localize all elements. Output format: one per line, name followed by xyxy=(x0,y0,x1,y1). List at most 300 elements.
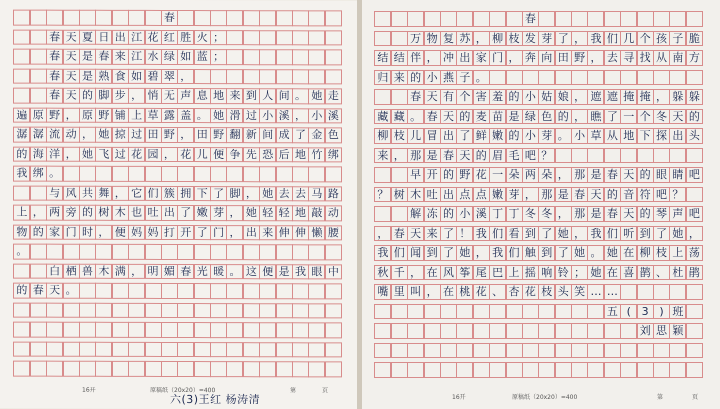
right-grid-cell xyxy=(620,343,637,359)
left-grid-cell: 妈 xyxy=(145,224,162,240)
right-grid-cell: 的 xyxy=(686,109,703,125)
left-grid-cell xyxy=(259,10,276,26)
left-grid-cell xyxy=(243,166,260,182)
left-grid-cell: 脚 xyxy=(95,88,112,104)
left-grid-cell: 她 xyxy=(259,186,276,202)
right-grid-cell xyxy=(604,343,621,359)
right-grid-cell: 听 xyxy=(620,226,637,242)
left-grid-cell: 春 xyxy=(177,263,194,279)
left-grid-cell xyxy=(259,49,276,65)
right-grid-cell: 巴 xyxy=(489,265,506,281)
right-grid-cell: 我 xyxy=(489,245,506,261)
right-grid-cell: 冬 xyxy=(653,109,670,125)
left-grid-cell: 来 xyxy=(226,88,243,104)
left-grid-cell: 海 xyxy=(30,146,47,162)
right-grid-cell: 音 xyxy=(620,187,637,203)
left-grid-cell xyxy=(308,166,325,182)
left-grid-cell: 潺 xyxy=(13,127,30,143)
right-grid-cell xyxy=(669,343,686,359)
left-grid-cell: 。 xyxy=(13,244,30,260)
left-grid-cell xyxy=(63,361,80,377)
right-grid-cell: 柳 xyxy=(489,31,506,47)
right-grid-cell xyxy=(374,167,391,183)
left-grid-cell xyxy=(112,322,129,338)
left-grid-cell: 花 xyxy=(128,146,145,162)
right-grid-cell: 那 xyxy=(571,167,588,183)
right-grid-cell xyxy=(391,343,408,359)
left-grid-cell: 来 xyxy=(259,225,276,241)
left-grid-cell: 后 xyxy=(276,147,293,163)
left-grid-cell: ； xyxy=(210,30,227,46)
left-grid-cell xyxy=(79,361,96,377)
left-grid-cell: 明 xyxy=(145,263,162,279)
left-grid-cell xyxy=(63,166,80,182)
left-grid-cell xyxy=(259,322,276,338)
left-grid-cell: ， xyxy=(226,225,243,241)
left-grid-cell xyxy=(128,341,145,357)
left-grid-cell: 间 xyxy=(276,88,293,104)
left-grid-cell xyxy=(308,361,325,377)
right-grid-cell: 、 xyxy=(653,265,670,281)
right-grid-cell xyxy=(555,343,572,359)
right-grid-cell xyxy=(620,323,637,339)
right-grid-cell: 在 xyxy=(440,284,457,300)
left-grid-cell: 。 xyxy=(194,108,211,124)
right-grid-cell xyxy=(653,11,670,27)
right-grid-cell xyxy=(637,70,654,86)
right-grid-cell xyxy=(604,323,621,339)
left-grid-cell: 上 xyxy=(13,205,30,221)
right-grid-cell: 小 xyxy=(456,206,473,222)
left-grid-cell: 满 xyxy=(112,263,129,279)
left-grid-cell xyxy=(145,302,162,318)
right-grid-cell: 物 xyxy=(424,31,441,47)
right-grid-cell: 发 xyxy=(522,31,539,47)
left-grid-cell xyxy=(292,69,309,85)
right-grid-cell xyxy=(686,362,703,378)
left-grid-cell xyxy=(13,302,30,318)
right-grid-cell: 娘 xyxy=(555,89,572,105)
left-grid-cell: 它 xyxy=(128,185,145,201)
right-grid-cell: ， xyxy=(424,284,441,300)
right-grid-cell xyxy=(522,323,539,339)
left-grid-cell: 光 xyxy=(194,264,211,280)
left-grid-cell xyxy=(30,263,47,279)
left-grid-cell xyxy=(95,244,112,260)
right-grid-cell: 奔 xyxy=(522,50,539,66)
left-grid-cell xyxy=(46,244,63,260)
left-grid-cell: ， xyxy=(128,263,145,279)
left-grid-cell: 上 xyxy=(128,107,145,123)
left-grid-cell xyxy=(128,302,145,318)
right-grid-cell: 枝 xyxy=(653,245,670,261)
left-grid-cell: 野 xyxy=(210,127,227,143)
left-grid-cell: 草 xyxy=(145,107,162,123)
left-grid-cell xyxy=(13,88,30,104)
right-grid-cell xyxy=(686,11,703,27)
left-grid-cell xyxy=(276,361,293,377)
left-grid-cell xyxy=(79,166,96,182)
right-grid-cell: 结 xyxy=(374,50,391,66)
right-grid-cell: 花 xyxy=(522,284,539,300)
right-grid-cell xyxy=(374,11,391,27)
right-grid-cell: 嘴 xyxy=(374,284,391,300)
right-grid-cell xyxy=(522,70,539,86)
left-grid-cell xyxy=(276,244,293,260)
right-grid-cell: ， xyxy=(571,31,588,47)
left-grid-cell xyxy=(194,244,211,260)
left-grid-cell: 出 xyxy=(243,225,260,241)
left-grid-cell xyxy=(177,322,194,338)
left-grid-cell xyxy=(13,29,30,45)
right-grid-cell: 上 xyxy=(506,265,523,281)
left-grid-cell xyxy=(325,69,342,85)
right-grid-cell: 琴 xyxy=(653,206,670,222)
right-grid-cell: 的 xyxy=(637,206,654,222)
left-grid-cell xyxy=(325,10,342,26)
left-grid-cell xyxy=(292,30,309,46)
right-grid-cell: 里 xyxy=(391,284,408,300)
left-grid-cell xyxy=(259,166,276,182)
left-grid-cell xyxy=(259,244,276,260)
left-grid-cell xyxy=(276,10,293,26)
left-grid-cell xyxy=(30,244,47,260)
right-grid-cell xyxy=(407,323,424,339)
right-grid-cell: 门 xyxy=(489,50,506,66)
right-grid-cell xyxy=(522,304,539,320)
left-grid-cell xyxy=(161,244,178,260)
left-grid-cell xyxy=(128,244,145,260)
left-grid-cell xyxy=(226,166,243,182)
right-grid-cell: 出 xyxy=(440,187,457,203)
left-grid-cell xyxy=(276,30,293,46)
left-grid-cell: 红 xyxy=(161,29,178,45)
right-grid-cell: 声 xyxy=(669,206,686,222)
right-grid-cell xyxy=(538,343,555,359)
right-grid-cell xyxy=(407,304,424,320)
right-grid-cell: 是 xyxy=(587,167,604,183)
right-grid-cell xyxy=(620,11,637,27)
right-grid-cell xyxy=(555,148,572,164)
left-grid-cell: 金 xyxy=(308,127,325,143)
right-grid-cell xyxy=(473,11,490,27)
right-grid-cell: 班 xyxy=(669,304,686,320)
right-grid-cell: 毛 xyxy=(506,148,523,164)
left-grid-cell: 媚 xyxy=(161,263,178,279)
right-grid-cell: ； xyxy=(571,265,588,281)
left-grid-cell: 。 xyxy=(46,166,63,182)
left-grid-cell: 熟 xyxy=(95,68,112,84)
left-grid-cell xyxy=(325,361,342,377)
left-grid-cell xyxy=(194,322,211,338)
right-grid-cell: ！ xyxy=(456,226,473,242)
left-grid-cell: 马 xyxy=(308,186,325,202)
right-grid-cell: 我 xyxy=(587,226,604,242)
left-grid-cell: 打 xyxy=(161,224,178,240)
right-grid-cell xyxy=(374,206,391,222)
right-grid-cell: 响 xyxy=(538,265,555,281)
left-grid-cell xyxy=(226,342,243,358)
left-grid-cell xyxy=(30,322,47,338)
right-grid-cell xyxy=(620,148,637,164)
left-grid-cell: 间 xyxy=(259,127,276,143)
left-grid-cell xyxy=(210,283,227,299)
left-grid-cell: 地 xyxy=(292,147,309,163)
right-grid-cell xyxy=(391,167,408,183)
left-grid-cell: 天 xyxy=(63,49,80,65)
right-grid-cell xyxy=(571,362,588,378)
left-grid-cell xyxy=(308,244,325,260)
left-grid-cell: 碧 xyxy=(145,68,162,84)
right-grid-cell: 两 xyxy=(522,167,539,183)
left-grid-cell xyxy=(145,341,162,357)
left-grid-cell xyxy=(308,303,325,319)
right-grid-cell xyxy=(669,148,686,164)
right-grid-cell: 的 xyxy=(440,206,457,222)
left-grid-cell: 小 xyxy=(259,108,276,124)
left-grid-cell: 是 xyxy=(79,49,96,65)
left-grid-cell xyxy=(226,361,243,377)
left-grid-cell: 春 xyxy=(46,68,63,84)
left-grid-cell xyxy=(276,166,293,182)
left-grid-cell xyxy=(276,342,293,358)
left-grid-cell: 人 xyxy=(259,88,276,104)
left-grid-cell: 天 xyxy=(46,283,63,299)
right-grid-cell: 探 xyxy=(653,128,670,144)
right-grid-cell: 的 xyxy=(604,187,621,203)
right-grid-cell: 风 xyxy=(440,265,457,281)
right-manuscript-page xyxy=(362,0,720,409)
left-grid-cell xyxy=(325,244,342,260)
right-grid-cell: 藏 xyxy=(391,109,408,125)
left-grid-cell xyxy=(226,10,243,26)
right-grid-cell: ， xyxy=(391,148,408,164)
right-grid-cell xyxy=(620,70,637,86)
right-grid-cell xyxy=(653,70,670,86)
left-grid-cell: 的 xyxy=(79,88,96,104)
right-grid-cell: 天 xyxy=(669,109,686,125)
right-grid-cell: 色 xyxy=(538,109,555,125)
left-grid-cell: 蓝 xyxy=(194,49,211,65)
right-grid-cell: 向 xyxy=(538,50,555,66)
left-grid-cell: 新 xyxy=(243,127,260,143)
left-grid-cell xyxy=(226,244,243,260)
right-grid-cell: 五 xyxy=(604,304,621,320)
left-grid-cell xyxy=(46,10,63,26)
left-grid-cell: 去 xyxy=(292,186,309,202)
left-grid-cell: ， xyxy=(226,205,243,221)
left-grid-cell: 走 xyxy=(325,88,342,104)
left-grid-cell xyxy=(194,303,211,319)
right-grid-cell: 嫩 xyxy=(489,187,506,203)
right-grid-cell: 的 xyxy=(506,89,523,105)
right-grid-cell: 喜 xyxy=(620,265,637,281)
left-grid-cell: 水 xyxy=(145,49,162,65)
left-grid-cell xyxy=(226,322,243,338)
right-grid-cell xyxy=(587,11,604,27)
right-grid-cell: 羞 xyxy=(489,89,506,105)
right-grid-cell: 芽 xyxy=(538,128,555,144)
right-grid-cell: 。 xyxy=(407,109,424,125)
right-grid-cell: 树 xyxy=(391,187,408,203)
right-grid-cell: 的 xyxy=(637,167,654,183)
left-grid-cell: 芽 xyxy=(210,205,227,221)
left-grid-cell: 是 xyxy=(79,68,96,84)
left-grid-cell: 风 xyxy=(63,185,80,201)
right-grid-cell: ， xyxy=(522,187,539,203)
right-grid-cell: 我 xyxy=(473,226,490,242)
right-grid-cell: 睛 xyxy=(669,167,686,183)
right-grid-cell: 杏 xyxy=(506,284,523,300)
right-grid-cell: 我 xyxy=(374,245,391,261)
right-grid-cell: 。 xyxy=(555,128,572,144)
left-grid-cell: 家 xyxy=(46,224,63,240)
right-grid-cell: 方 xyxy=(686,50,703,66)
left-grid-cell: 天 xyxy=(63,68,80,84)
right-grid-cell: 们 xyxy=(506,245,523,261)
left-grid-cell xyxy=(276,283,293,299)
left-grid-cell xyxy=(95,341,112,357)
left-grid-cell: 门 xyxy=(210,225,227,241)
right-grid-cell: 来 xyxy=(374,148,391,164)
left-grid-cell: 嫩 xyxy=(194,205,211,221)
left-grid-cell xyxy=(194,361,211,377)
right-grid-cell xyxy=(686,343,703,359)
right-grid-cell xyxy=(587,362,604,378)
left-grid-cell xyxy=(325,342,342,358)
left-grid-cell xyxy=(177,302,194,318)
left-grid-cell: 胜 xyxy=(177,29,194,45)
left-grid-cell xyxy=(112,10,129,26)
right-grid-cell: 吐 xyxy=(424,187,441,203)
left-grid-cell: 她 xyxy=(210,108,227,124)
right-grid-cell: ， xyxy=(555,167,572,183)
left-grid-cell xyxy=(128,166,145,182)
right-grid-cell: 早 xyxy=(407,167,424,183)
left-grid-cell xyxy=(276,303,293,319)
left-grid-cell: 便 xyxy=(259,264,276,280)
left-grid-cell: 原 xyxy=(79,107,96,123)
left-grid-cell xyxy=(112,361,129,377)
left-grid-cell xyxy=(194,69,211,85)
left-grid-cell xyxy=(30,68,47,84)
right-grid-cell xyxy=(522,362,539,378)
left-grid-cell xyxy=(79,283,96,299)
right-grid-cell xyxy=(587,323,604,339)
left-grid-cell: 与 xyxy=(46,185,63,201)
left-grid-cell xyxy=(243,322,260,338)
left-grid-cell xyxy=(210,361,227,377)
left-grid-cell xyxy=(226,69,243,85)
right-grid-cell: 、 xyxy=(489,284,506,300)
left-grid-cell: 如 xyxy=(177,49,194,65)
right-grid-cell xyxy=(407,11,424,27)
right-grid-cell: ， xyxy=(571,226,588,242)
right-grid-cell: 花 xyxy=(473,284,490,300)
left-grid-cell: 过 xyxy=(243,108,260,124)
left-grid-cell: ， xyxy=(95,224,112,240)
left-grid-cell xyxy=(145,361,162,377)
right-grid-cell: 归 xyxy=(374,70,391,86)
right-grid-cell: 苗 xyxy=(489,109,506,125)
right-grid-cell: 木 xyxy=(407,187,424,203)
right-grid-cell: 田 xyxy=(555,50,572,66)
left-grid-cell: 们 xyxy=(145,185,162,201)
left-grid-cell: 动 xyxy=(63,127,80,143)
right-grid-cell xyxy=(506,70,523,86)
right-grid-cell: 个 xyxy=(637,109,654,125)
left-grid-cell: 竹 xyxy=(308,147,325,163)
left-grid-cell xyxy=(210,303,227,319)
right-grid-cell xyxy=(538,304,555,320)
left-grid-cell xyxy=(226,49,243,65)
left-footer-size: 16开 xyxy=(82,386,96,394)
left-grid-cell: 路 xyxy=(325,186,342,202)
left-grid-cell: 去 xyxy=(276,186,293,202)
right-grid-cell: 家 xyxy=(473,50,490,66)
right-grid-cell: ？ xyxy=(374,187,391,203)
right-grid-cell: 花 xyxy=(473,167,490,183)
right-grid-cell: 朵 xyxy=(506,167,523,183)
right-grid-cell xyxy=(604,148,621,164)
left-grid-cell xyxy=(128,361,145,377)
right-grid-cell: 了 xyxy=(440,226,457,242)
left-grid-cell xyxy=(194,342,211,358)
left-grid-cell: 的 xyxy=(13,146,30,162)
right-grid-cell: 春 xyxy=(604,206,621,222)
right-grid-cell xyxy=(506,362,523,378)
left-grid-cell xyxy=(226,30,243,46)
right-grid-cell: ， xyxy=(587,50,604,66)
right-grid-cell: 小 xyxy=(424,70,441,86)
right-grid-cell: 秋 xyxy=(374,265,391,281)
right-grid-cell: 麦 xyxy=(473,109,490,125)
right-grid-cell: 点 xyxy=(456,187,473,203)
right-grid-cell: ， xyxy=(555,206,572,222)
right-grid-cell xyxy=(604,11,621,27)
right-grid-cell xyxy=(391,11,408,27)
right-grid-cell: 吧 xyxy=(653,187,670,203)
left-grid-cell xyxy=(308,49,325,65)
left-grid-cell: 我 xyxy=(292,264,309,280)
left-manuscript-page xyxy=(0,0,357,409)
right-grid-cell: 瞧 xyxy=(587,109,604,125)
left-grid-cell: ， xyxy=(79,127,96,143)
left-grid-cell: 是 xyxy=(276,264,293,280)
left-grid-cell xyxy=(210,322,227,338)
left-grid-cell: ， xyxy=(30,205,47,221)
left-grid-cell: 翻 xyxy=(226,127,243,143)
right-grid-cell: 了 xyxy=(440,245,457,261)
right-grid-cell: 筝 xyxy=(456,265,473,281)
right-grid-cell: 小 xyxy=(522,128,539,144)
right-grid-cell: 眼 xyxy=(653,167,670,183)
right-grid-cell: 从 xyxy=(653,50,670,66)
right-grid-cell xyxy=(637,11,654,27)
left-grid-cell xyxy=(243,49,260,65)
right-grid-cell xyxy=(456,362,473,378)
right-grid-cell xyxy=(686,323,703,339)
left-grid-cell xyxy=(325,166,342,182)
right-grid-cell: 是 xyxy=(587,206,604,222)
left-grid-cell: 儿 xyxy=(194,147,211,163)
left-grid-cell: 悄 xyxy=(145,88,162,104)
left-grid-cell: 的 xyxy=(79,205,96,221)
left-grid-cell: 时 xyxy=(79,224,96,240)
right-grid-cell: ， xyxy=(407,265,424,281)
left-grid-cell xyxy=(226,303,243,319)
left-grid-cell: ， xyxy=(243,186,260,202)
